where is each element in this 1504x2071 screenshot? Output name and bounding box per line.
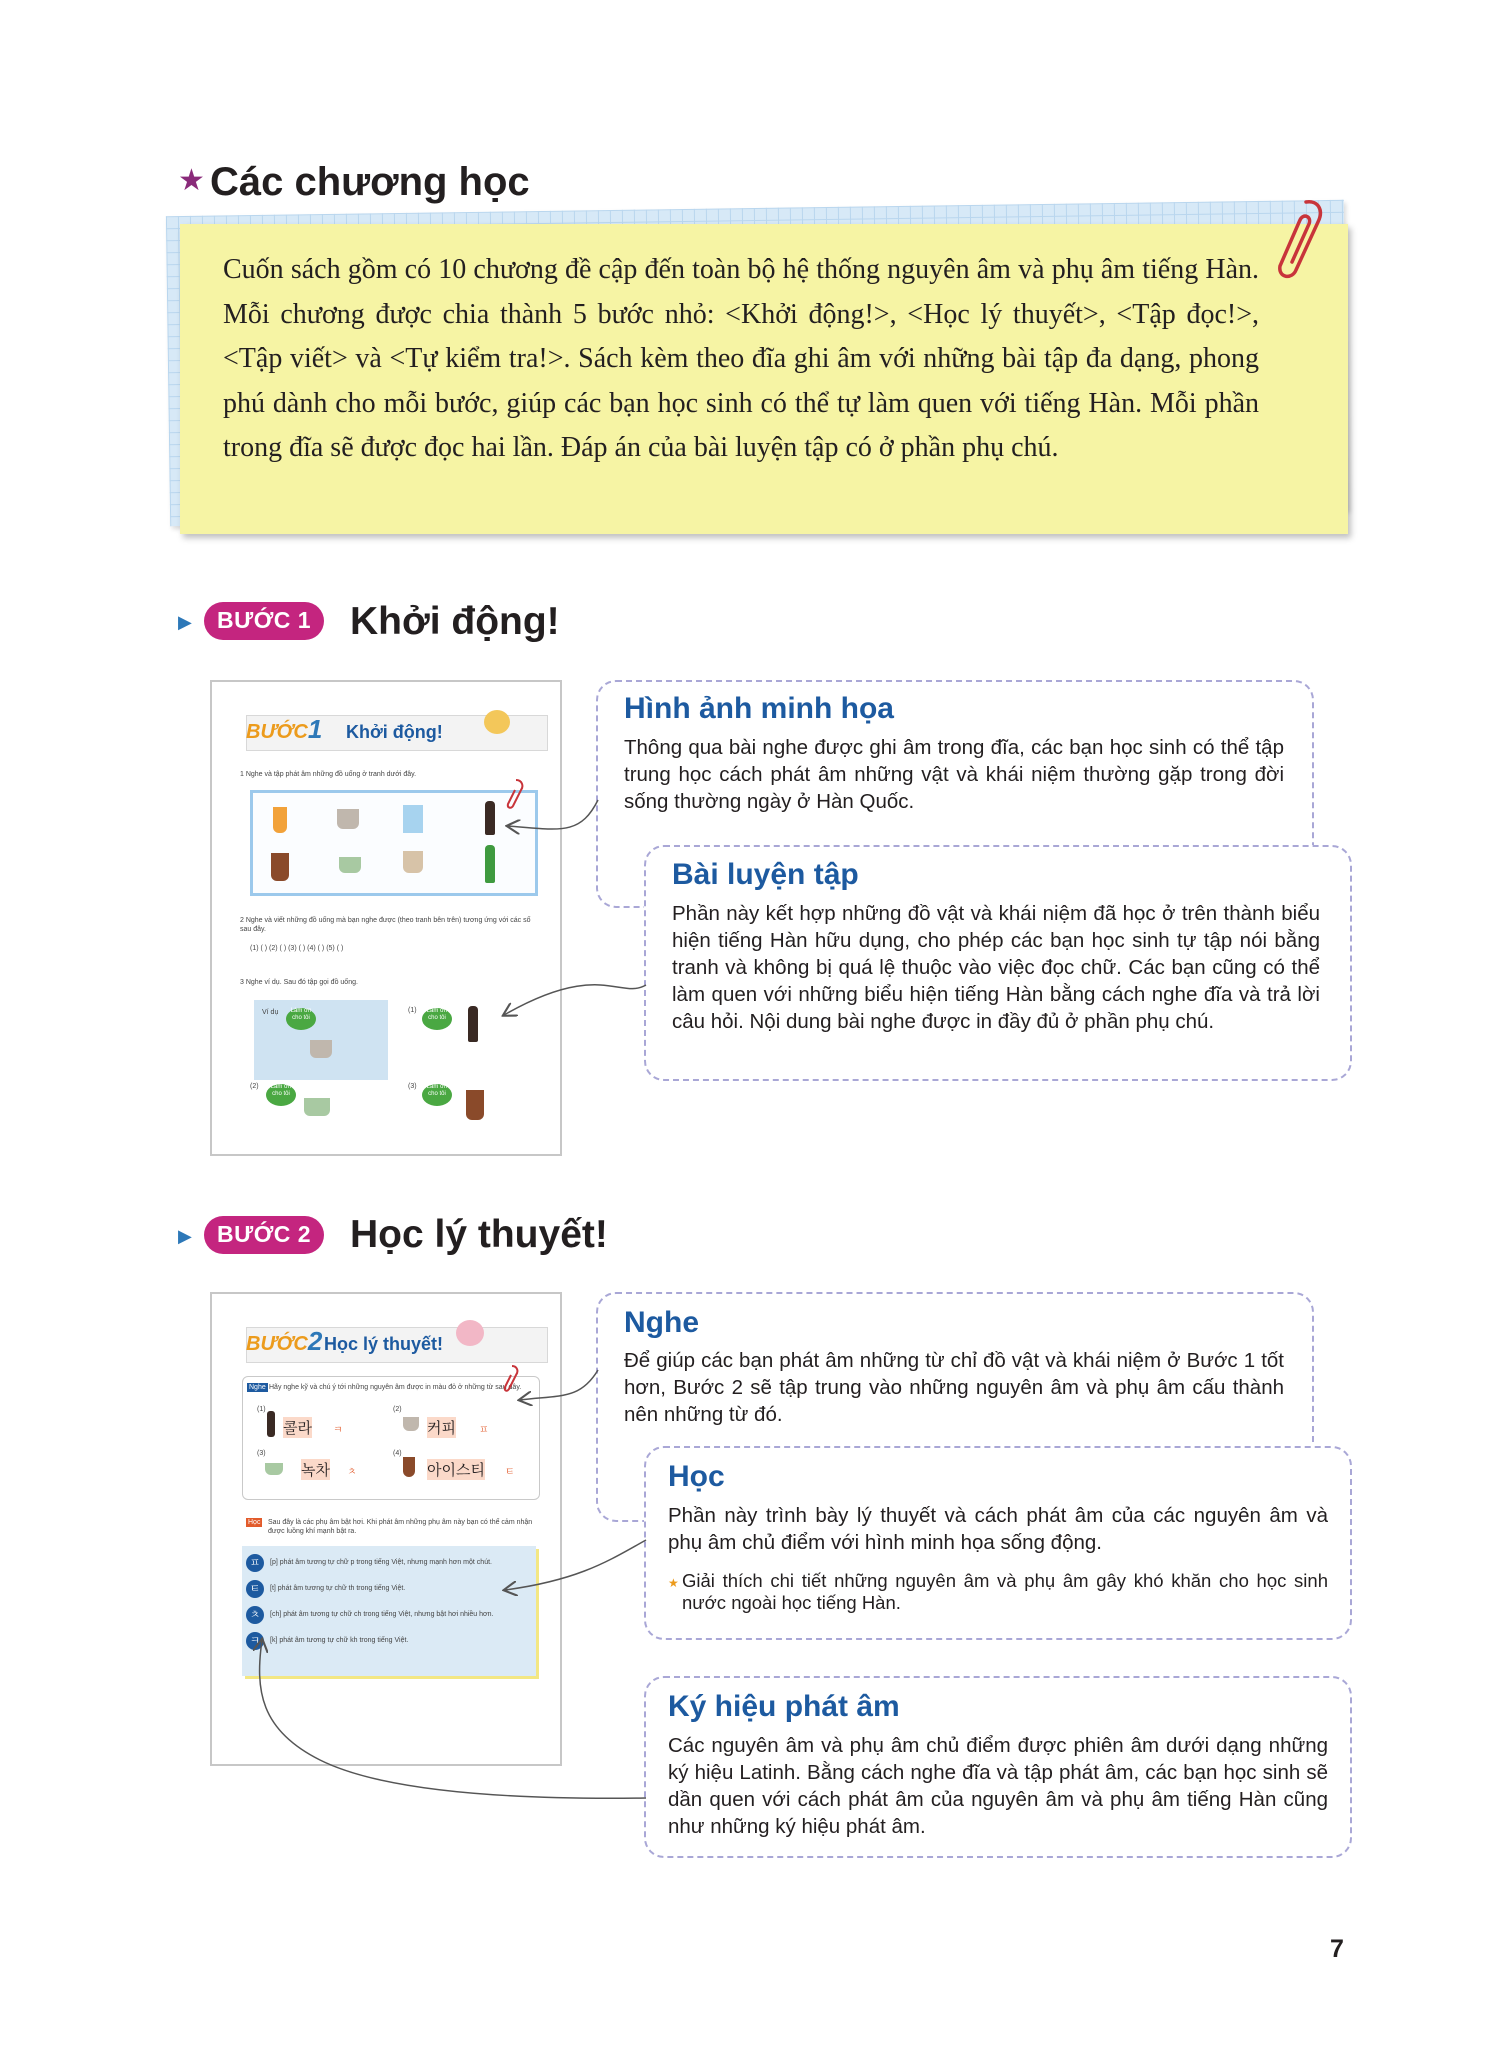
korean-word: 콜라 (283, 1417, 312, 1438)
speech-bubble: Làm ơn cho tôi (266, 1084, 296, 1106)
star-icon: ★ (178, 164, 205, 197)
section-title: Các chương học (210, 160, 530, 204)
speech-bubble: Làm ơn cho tôi (286, 1008, 316, 1030)
korean-word: 커피 (427, 1417, 456, 1438)
thumb-q1: 1 Nghe và tập phát âm những đồ uống ở tranh dưới đây. (240, 771, 417, 778)
consonant-desc: [ch] phát âm tương tự chữ ch trong tiếng Việt, nhưng bật hơi nhiều hơn. (270, 1611, 494, 1618)
speech-bubble: Làm ơn cho tôi (422, 1008, 452, 1030)
buoc-logo: BƯỚC1 (246, 714, 323, 744)
item-number: (3) (257, 1450, 266, 1457)
callout-title: Học (668, 1460, 725, 1493)
triangle-marker-icon: ▶ (178, 612, 192, 632)
triangle-marker-icon: ▶ (178, 1226, 192, 1246)
callout-text: Phần này trình bày lý thuyết và cách phát âm của các nguyên âm và phụ âm chủ điểm với hình minh họa sống động. (668, 1504, 1328, 1554)
item-number: (1) (408, 1007, 417, 1014)
thumb-banner-title: Học lý thuyết! (324, 1334, 444, 1354)
callout-title: Bài luyện tập (672, 858, 859, 891)
step2-title: Học lý thuyết! (350, 1213, 608, 1256)
callout-text: Các nguyên âm và phụ âm chủ điểm được phiên âm dưới dạng những ký hiệu Latinh. Bằng cách nghe đĩa và tập phát âm, các bạn học sinh sẽ dần quen với cách phát âm của nguyên âm và phụ âm tiếng Hàn cũng như những ký hiệu phát âm. (668, 1734, 1328, 1838)
callout-note: Giải thích chi tiết những nguyên âm và phụ âm gây khó khăn cho học sinh nước ngoài học tiếng Hàn. (682, 1570, 1328, 1613)
callout-text: Để giúp các bạn phát âm những từ chỉ đồ vật và khái niệm ở Bước 1 tốt hơn, Bước 2 sẽ tập trung vào những nguyên âm và phụ âm cấu thành nên những từ đó. (624, 1349, 1284, 1426)
consonant-circle: ㅋ (246, 1632, 264, 1650)
step1-title: Khởi động! (350, 600, 560, 643)
korean-jamo: ㅋ (333, 1425, 343, 1436)
consonant-circle: ㅍ (246, 1554, 264, 1572)
korean-word: 녹차 (301, 1459, 330, 1480)
korean-jamo: ㅌ (505, 1467, 515, 1478)
callout-title: Nghe (624, 1306, 699, 1339)
item-number: (1) (257, 1406, 266, 1413)
thumb-banner-title: Khởi động! (346, 722, 443, 742)
thumb-q1: Hãy nghe kỹ và chú ý tới những nguyên âm được in màu đỏ ở những từ sau đây. (269, 1384, 522, 1391)
item-number: (3) (408, 1083, 417, 1090)
thumb-q2-blanks: (1) ( ) (2) ( ) (3) ( ) (4) ( ) (5) ( ) (250, 945, 344, 952)
korean-jamo: ㅍ (479, 1425, 489, 1436)
star-icon: ★ (668, 1576, 679, 1590)
callout-title: Ký hiệu phát âm (668, 1690, 900, 1723)
consonant-circle: ㅌ (246, 1580, 264, 1598)
callout-title: Hình ảnh minh họa (624, 692, 894, 725)
consonant-desc: [t] phát âm tương tự chữ th trong tiếng Việt. (270, 1585, 406, 1592)
example-label: Ví dụ (262, 1009, 279, 1016)
korean-jamo: ㅊ (347, 1467, 357, 1478)
item-number: (4) (393, 1450, 402, 1457)
intro-text: Cuốn sách gồm có 10 chương đề cập đến toàn bộ hệ thống nguyên âm và phụ âm tiếng Hàn. Mỗi chương được chia thành 5 bước nhỏ: <Khởi động!>, <Học lý thuyết>, <Tập đọc!>, <Tập viết> và <Tự kiểm tra!>. Sách kèm theo đĩa ghi âm với những bài tập đa dạng, phong phú dành cho mỗi bước, giúp các bạn học sinh có thể tự làm quen với tiếng Hàn. Mỗi phần trong đĩa sẽ được đọc hai lần. Đáp án của bài luyện tập có ở phần phụ chú. (223, 254, 1259, 463)
callout-text: Thông qua bài nghe được ghi âm trong đĩa, các bạn học sinh có thể tập trung học cách phát âm những vật và khái niệm thường gặp trong đời sống thường ngày ở Hàn Quốc. (624, 736, 1284, 813)
callout-text: Phần này kết hợp những đồ vật và khái niệm đã học ở trên thành biểu hiện tiếng Hàn hữu dụng, cho phép các bạn học sinh tự tập nói bằng tranh và không bị quá lệ thuộc vào việc đọc chữ. Các bạn cũng có thể làm quen với những biểu hiện tiếng Hàn bằng cách nghe đĩa và trả lời câu hỏi. Nội dung bài nghe được in đầy đủ ở phần phụ chú. (672, 902, 1320, 1033)
learn-tag: Học (248, 1519, 261, 1526)
thumb-q2: Sau đây là các phụ âm bật hơi. Khi phát âm những phụ âm này bạn có thể cảm nhận được luồng khí mạnh bật ra. (268, 1519, 533, 1535)
thumb-q2: 2 Nghe và viết những đồ uống mà bạn nghe được (theo tranh bên trên) tương ứng với các số sau đây. (240, 917, 531, 933)
page-number: 7 (1330, 1935, 1344, 1963)
consonant-desc: [p] phát âm tương tự chữ p trong tiếng Việt, nhưng mạnh hơn một chút. (270, 1559, 492, 1566)
item-number: (2) (250, 1083, 259, 1090)
speech-bubble: Làm ơn cho tôi (422, 1084, 452, 1106)
consonant-desc: [k] phát âm tương tự chữ kh trong tiếng Việt. (270, 1637, 409, 1644)
korean-word: 아이스티 (427, 1459, 485, 1480)
consonant-circle: ㅊ (246, 1606, 264, 1624)
item-number: (2) (393, 1406, 402, 1413)
step1-badge: BƯỚC 1 (204, 602, 324, 640)
listen-tag: Nghe (249, 1384, 266, 1391)
thumb-q3: 3 Nghe ví dụ. Sau đó tập gọi đồ uống. (240, 979, 358, 986)
step2-badge: BƯỚC 2 (204, 1216, 324, 1254)
buoc-logo: BƯỚC2 (246, 1326, 323, 1356)
